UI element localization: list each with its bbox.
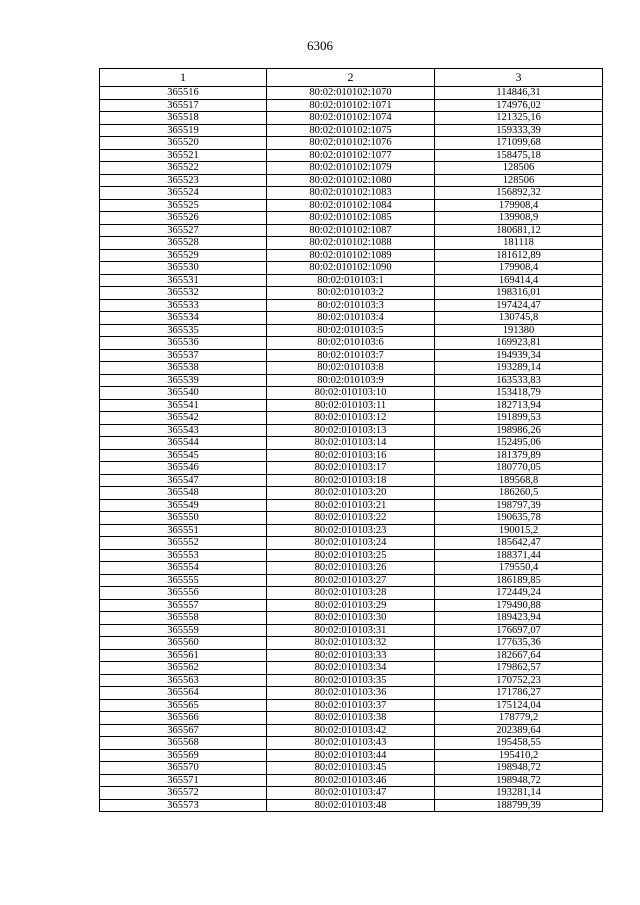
table-row bbox=[100, 349, 603, 362]
value-cell: 169923,81 bbox=[435, 337, 603, 350]
table-row bbox=[100, 637, 603, 650]
value-cell: 179908,4 bbox=[435, 262, 603, 275]
table-row bbox=[100, 562, 603, 575]
table-row bbox=[100, 537, 603, 550]
cadastral-number-cell: 80:02:010102:1074 bbox=[267, 112, 435, 125]
record-number-cell: 365571 bbox=[100, 774, 267, 787]
value-cell: 163533,83 bbox=[435, 374, 603, 387]
cadastral-number-cell: 80:02:010103:38 bbox=[267, 712, 435, 725]
record-number-cell: 365557 bbox=[100, 599, 267, 612]
record-number-cell: 365527 bbox=[100, 224, 267, 237]
table-row bbox=[100, 524, 603, 537]
record-number-cell: 365523 bbox=[100, 174, 267, 187]
table-row bbox=[100, 499, 603, 512]
record-number-cell: 365553 bbox=[100, 549, 267, 562]
cadastral-number-cell: 80:02:010103:5 bbox=[267, 324, 435, 337]
value-cell: 180770,05 bbox=[435, 462, 603, 475]
value-cell: 179862,57 bbox=[435, 662, 603, 675]
record-number-cell: 365520 bbox=[100, 137, 267, 150]
value-cell: 193281,14 bbox=[435, 787, 603, 800]
value-cell: 156892,32 bbox=[435, 187, 603, 200]
value-cell: 169414,4 bbox=[435, 274, 603, 287]
value-cell: 158475,18 bbox=[435, 149, 603, 162]
cadastral-number-cell: 80:02:010102:1077 bbox=[267, 149, 435, 162]
table-row bbox=[100, 762, 603, 775]
cadastral-number-cell: 80:02:010103:27 bbox=[267, 574, 435, 587]
table-row bbox=[100, 262, 603, 275]
cadastral-number-cell: 80:02:010103:48 bbox=[267, 799, 435, 812]
cadastral-number-cell: 80:02:010103:32 bbox=[267, 637, 435, 650]
record-number-cell: 365543 bbox=[100, 424, 267, 437]
table-body bbox=[100, 87, 603, 812]
table-row bbox=[100, 462, 603, 475]
table-row bbox=[100, 299, 603, 312]
record-number-cell: 365565 bbox=[100, 699, 267, 712]
value-cell: 198316,01 bbox=[435, 287, 603, 300]
cadastral-number-cell: 80:02:010103:9 bbox=[267, 374, 435, 387]
record-number-cell: 365529 bbox=[100, 249, 267, 262]
record-number-cell: 365561 bbox=[100, 649, 267, 662]
table-row bbox=[100, 337, 603, 350]
value-cell: 121325,16 bbox=[435, 112, 603, 125]
cadastral-number-cell: 80:02:010103:36 bbox=[267, 687, 435, 700]
table-row bbox=[100, 699, 603, 712]
cadastral-number-cell: 80:02:010103:16 bbox=[267, 449, 435, 462]
record-number-cell: 365537 bbox=[100, 349, 267, 362]
table-row bbox=[100, 199, 603, 212]
cadastral-number-cell: 80:02:010103:33 bbox=[267, 649, 435, 662]
table-row bbox=[100, 99, 603, 112]
value-cell: 179908,4 bbox=[435, 199, 603, 212]
cadastral-number-cell: 80:02:010102:1080 bbox=[267, 174, 435, 187]
value-cell: 179490,88 bbox=[435, 599, 603, 612]
value-cell: 191380 bbox=[435, 324, 603, 337]
value-cell: 197424,47 bbox=[435, 299, 603, 312]
table-row bbox=[100, 212, 603, 225]
record-number-cell: 365539 bbox=[100, 374, 267, 387]
table-row bbox=[100, 124, 603, 137]
table-row bbox=[100, 449, 603, 462]
record-number-cell: 365538 bbox=[100, 362, 267, 375]
table-row bbox=[100, 674, 603, 687]
cadastral-number-cell: 80:02:010103:46 bbox=[267, 774, 435, 787]
value-cell: 188371,44 bbox=[435, 549, 603, 562]
value-cell: 139908,9 bbox=[435, 212, 603, 225]
value-cell: 194939,34 bbox=[435, 349, 603, 362]
record-number-cell: 365521 bbox=[100, 149, 267, 162]
value-cell: 153418,79 bbox=[435, 387, 603, 400]
cadastral-number-cell: 80:02:010103:11 bbox=[267, 399, 435, 412]
value-cell: 171786,27 bbox=[435, 687, 603, 700]
cadastral-number-cell: 80:02:010103:1 bbox=[267, 274, 435, 287]
table-row bbox=[100, 312, 603, 325]
table-row bbox=[100, 574, 603, 587]
value-cell: 202389,64 bbox=[435, 724, 603, 737]
value-cell: 128506 bbox=[435, 174, 603, 187]
record-number-cell: 365549 bbox=[100, 499, 267, 512]
cadastral-number-cell: 80:02:010102:1083 bbox=[267, 187, 435, 200]
value-cell: 170752,23 bbox=[435, 674, 603, 687]
cadastral-number-cell: 80:02:010103:8 bbox=[267, 362, 435, 375]
cadastral-number-cell: 80:02:010103:25 bbox=[267, 549, 435, 562]
record-number-cell: 365547 bbox=[100, 474, 267, 487]
cadastral-number-cell: 80:02:010103:44 bbox=[267, 749, 435, 762]
table-row bbox=[100, 112, 603, 125]
record-number-cell: 365559 bbox=[100, 624, 267, 637]
cadastral-number-cell: 80:02:010103:34 bbox=[267, 662, 435, 675]
cadastral-number-cell: 80:02:010103:31 bbox=[267, 624, 435, 637]
cadastral-number-cell: 80:02:010103:37 bbox=[267, 699, 435, 712]
registry-table bbox=[99, 68, 603, 812]
record-number-cell: 365552 bbox=[100, 537, 267, 550]
cadastral-number-cell: 80:02:010103:28 bbox=[267, 587, 435, 600]
table-row bbox=[100, 249, 603, 262]
value-cell: 198986,26 bbox=[435, 424, 603, 437]
cadastral-number-cell: 80:02:010103:43 bbox=[267, 737, 435, 750]
record-number-cell: 365563 bbox=[100, 674, 267, 687]
table-row bbox=[100, 587, 603, 600]
record-number-cell: 365567 bbox=[100, 724, 267, 737]
record-number-cell: 365518 bbox=[100, 112, 267, 125]
cadastral-number-cell: 80:02:010102:1079 bbox=[267, 162, 435, 175]
column-header-1: 1 bbox=[100, 69, 267, 87]
value-cell: 174976,02 bbox=[435, 99, 603, 112]
record-number-cell: 365555 bbox=[100, 574, 267, 587]
cadastral-number-cell: 80:02:010103:17 bbox=[267, 462, 435, 475]
cadastral-number-cell: 80:02:010103:42 bbox=[267, 724, 435, 737]
record-number-cell: 365542 bbox=[100, 412, 267, 425]
value-cell: 177635,36 bbox=[435, 637, 603, 650]
record-number-cell: 365524 bbox=[100, 187, 267, 200]
table-row bbox=[100, 787, 603, 800]
cadastral-number-cell: 80:02:010103:18 bbox=[267, 474, 435, 487]
cadastral-number-cell: 80:02:010103:14 bbox=[267, 437, 435, 450]
table-row bbox=[100, 324, 603, 337]
value-cell: 195458,55 bbox=[435, 737, 603, 750]
value-cell: 114846,31 bbox=[435, 87, 603, 100]
record-number-cell: 365517 bbox=[100, 99, 267, 112]
table-row bbox=[100, 137, 603, 150]
record-number-cell: 365534 bbox=[100, 312, 267, 325]
value-cell: 185642,47 bbox=[435, 537, 603, 550]
record-number-cell: 365570 bbox=[100, 762, 267, 775]
value-cell: 180681,12 bbox=[435, 224, 603, 237]
table-row bbox=[100, 687, 603, 700]
cadastral-number-cell: 80:02:010103:21 bbox=[267, 499, 435, 512]
record-number-cell: 365560 bbox=[100, 637, 267, 650]
cadastral-number-cell: 80:02:010103:24 bbox=[267, 537, 435, 550]
table-row bbox=[100, 162, 603, 175]
value-cell: 190015,2 bbox=[435, 524, 603, 537]
value-cell: 186260,5 bbox=[435, 487, 603, 500]
value-cell: 176697,07 bbox=[435, 624, 603, 637]
value-cell: 175124,04 bbox=[435, 699, 603, 712]
value-cell: 181118 bbox=[435, 237, 603, 250]
record-number-cell: 365562 bbox=[100, 662, 267, 675]
cadastral-number-cell: 80:02:010103:30 bbox=[267, 612, 435, 625]
table-row bbox=[100, 412, 603, 425]
cadastral-number-cell: 80:02:010102:1075 bbox=[267, 124, 435, 137]
cadastral-number-cell: 80:02:010102:1088 bbox=[267, 237, 435, 250]
value-cell: 182667,64 bbox=[435, 649, 603, 662]
record-number-cell: 365544 bbox=[100, 437, 267, 450]
record-number-cell: 365525 bbox=[100, 199, 267, 212]
record-number-cell: 365536 bbox=[100, 337, 267, 350]
value-cell: 190635,78 bbox=[435, 512, 603, 525]
table-row bbox=[100, 749, 603, 762]
table-row bbox=[100, 487, 603, 500]
record-number-cell: 365546 bbox=[100, 462, 267, 475]
table-row bbox=[100, 712, 603, 725]
table-row bbox=[100, 424, 603, 437]
record-number-cell: 365550 bbox=[100, 512, 267, 525]
table-row bbox=[100, 274, 603, 287]
table-row bbox=[100, 437, 603, 450]
cadastral-number-cell: 80:02:010103:22 bbox=[267, 512, 435, 525]
record-number-cell: 365519 bbox=[100, 124, 267, 137]
page-number: 6306 bbox=[307, 38, 333, 53]
table-row bbox=[100, 599, 603, 612]
table-row bbox=[100, 362, 603, 375]
table-row bbox=[100, 624, 603, 637]
value-cell: 191899,53 bbox=[435, 412, 603, 425]
table-row bbox=[100, 724, 603, 737]
table-row bbox=[100, 237, 603, 250]
record-number-cell: 365516 bbox=[100, 87, 267, 100]
cadastral-number-cell: 80:02:010102:1084 bbox=[267, 199, 435, 212]
value-cell: 198948,72 bbox=[435, 774, 603, 787]
table-row bbox=[100, 512, 603, 525]
table-row bbox=[100, 662, 603, 675]
table-header-row bbox=[100, 69, 603, 87]
cadastral-number-cell: 80:02:010103:29 bbox=[267, 599, 435, 612]
cadastral-number-cell: 80:02:010102:1085 bbox=[267, 212, 435, 225]
cadastral-number-cell: 80:02:010102:1071 bbox=[267, 99, 435, 112]
value-cell: 181612,89 bbox=[435, 249, 603, 262]
value-cell: 128506 bbox=[435, 162, 603, 175]
value-cell: 189568,8 bbox=[435, 474, 603, 487]
cadastral-number-cell: 80:02:010103:26 bbox=[267, 562, 435, 575]
cadastral-number-cell: 80:02:010103:13 bbox=[267, 424, 435, 437]
value-cell: 152495,06 bbox=[435, 437, 603, 450]
value-cell: 181379,89 bbox=[435, 449, 603, 462]
record-number-cell: 365526 bbox=[100, 212, 267, 225]
value-cell: 186189,85 bbox=[435, 574, 603, 587]
cadastral-number-cell: 80:02:010102:1070 bbox=[267, 87, 435, 100]
cadastral-number-cell: 80:02:010103:10 bbox=[267, 387, 435, 400]
record-number-cell: 365522 bbox=[100, 162, 267, 175]
record-number-cell: 365532 bbox=[100, 287, 267, 300]
value-cell: 171099,68 bbox=[435, 137, 603, 150]
record-number-cell: 365554 bbox=[100, 562, 267, 575]
table-row bbox=[100, 87, 603, 100]
cadastral-number-cell: 80:02:010103:12 bbox=[267, 412, 435, 425]
cadastral-number-cell: 80:02:010103:3 bbox=[267, 299, 435, 312]
cadastral-number-cell: 80:02:010103:35 bbox=[267, 674, 435, 687]
value-cell: 130745,8 bbox=[435, 312, 603, 325]
value-cell: 193289,14 bbox=[435, 362, 603, 375]
cadastral-number-cell: 80:02:010103:23 bbox=[267, 524, 435, 537]
record-number-cell: 365545 bbox=[100, 449, 267, 462]
record-number-cell: 365566 bbox=[100, 712, 267, 725]
value-cell: 178779,2 bbox=[435, 712, 603, 725]
record-number-cell: 365573 bbox=[100, 799, 267, 812]
cadastral-number-cell: 80:02:010103:7 bbox=[267, 349, 435, 362]
cadastral-number-cell: 80:02:010103:4 bbox=[267, 312, 435, 325]
table-row bbox=[100, 399, 603, 412]
record-number-cell: 365548 bbox=[100, 487, 267, 500]
value-cell: 195410,2 bbox=[435, 749, 603, 762]
table-row bbox=[100, 224, 603, 237]
table-row bbox=[100, 287, 603, 300]
value-cell: 188799,39 bbox=[435, 799, 603, 812]
record-number-cell: 365528 bbox=[100, 237, 267, 250]
table-row bbox=[100, 374, 603, 387]
value-cell: 189423,94 bbox=[435, 612, 603, 625]
table-row bbox=[100, 387, 603, 400]
column-header-3: 3 bbox=[435, 69, 603, 87]
record-number-cell: 365535 bbox=[100, 324, 267, 337]
record-number-cell: 365569 bbox=[100, 749, 267, 762]
value-cell: 198948,72 bbox=[435, 762, 603, 775]
table-row bbox=[100, 149, 603, 162]
cadastral-number-cell: 80:02:010102:1087 bbox=[267, 224, 435, 237]
cadastral-number-cell: 80:02:010102:1090 bbox=[267, 262, 435, 275]
record-number-cell: 365533 bbox=[100, 299, 267, 312]
record-number-cell: 365531 bbox=[100, 274, 267, 287]
table-row bbox=[100, 174, 603, 187]
record-number-cell: 365530 bbox=[100, 262, 267, 275]
value-cell: 198797,39 bbox=[435, 499, 603, 512]
table-row bbox=[100, 549, 603, 562]
cadastral-number-cell: 80:02:010103:47 bbox=[267, 787, 435, 800]
table-row bbox=[100, 649, 603, 662]
table-row bbox=[100, 737, 603, 750]
record-number-cell: 365541 bbox=[100, 399, 267, 412]
record-number-cell: 365540 bbox=[100, 387, 267, 400]
cadastral-number-cell: 80:02:010102:1089 bbox=[267, 249, 435, 262]
record-number-cell: 365556 bbox=[100, 587, 267, 600]
column-header-2: 2 bbox=[267, 69, 435, 87]
table-row bbox=[100, 612, 603, 625]
record-number-cell: 365572 bbox=[100, 787, 267, 800]
table-row bbox=[100, 774, 603, 787]
record-number-cell: 365558 bbox=[100, 612, 267, 625]
table-row bbox=[100, 799, 603, 812]
cadastral-number-cell: 80:02:010103:2 bbox=[267, 287, 435, 300]
table-row bbox=[100, 187, 603, 200]
cadastral-number-cell: 80:02:010103:45 bbox=[267, 762, 435, 775]
cadastral-number-cell: 80:02:010103:20 bbox=[267, 487, 435, 500]
table-row bbox=[100, 474, 603, 487]
record-number-cell: 365551 bbox=[100, 524, 267, 537]
cadastral-number-cell: 80:02:010103:6 bbox=[267, 337, 435, 350]
record-number-cell: 365564 bbox=[100, 687, 267, 700]
value-cell: 179550,4 bbox=[435, 562, 603, 575]
record-number-cell: 365568 bbox=[100, 737, 267, 750]
cadastral-number-cell: 80:02:010102:1076 bbox=[267, 137, 435, 150]
value-cell: 182713,94 bbox=[435, 399, 603, 412]
value-cell: 172449,24 bbox=[435, 587, 603, 600]
value-cell: 159333,39 bbox=[435, 124, 603, 137]
